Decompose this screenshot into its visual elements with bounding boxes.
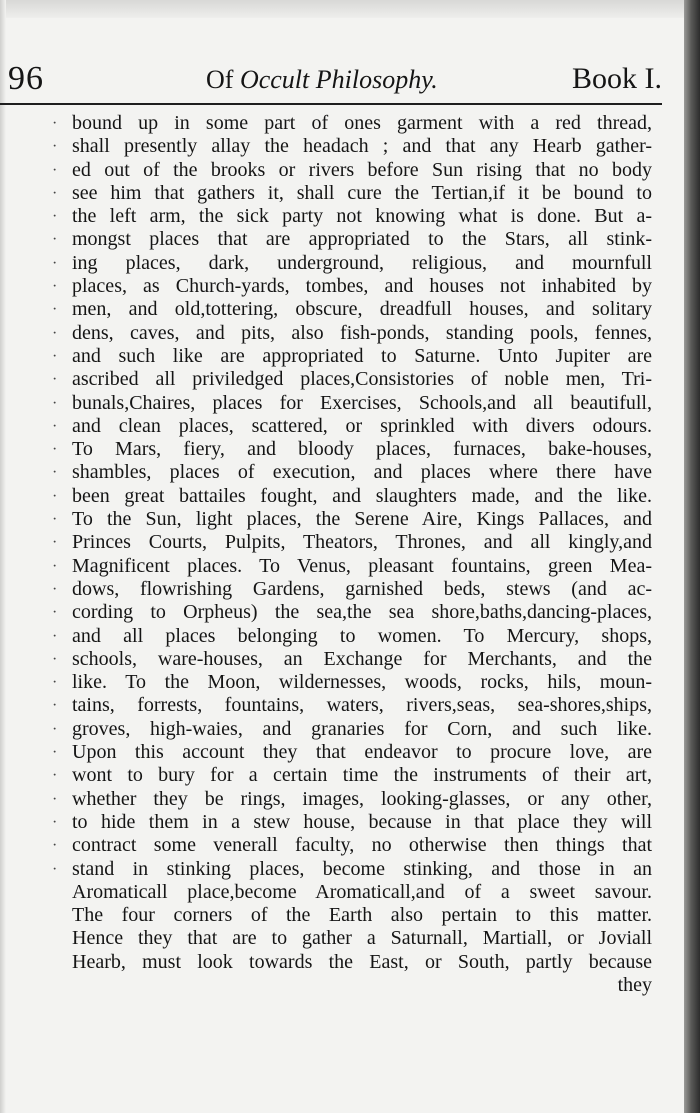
page-top-edge — [0, 0, 700, 18]
margin-dot: · — [52, 627, 58, 645]
margin-dot: · — [52, 301, 58, 319]
text-line: bunals,Chaires, places for Exercises, Schools,and all beautifull, — [72, 391, 652, 414]
text-line: To the Sun, light places, the Serene Aire, Kings Pallaces, and — [72, 508, 652, 531]
margin-dot: · — [52, 650, 58, 668]
running-title — [206, 58, 438, 102]
margin-dot: · — [52, 487, 58, 505]
page-left-edge — [0, 0, 6, 1113]
text-line: wont to bury for a certain time the instruments of their art, — [72, 764, 652, 787]
text-line: dows, flowrishing Gardens, garnished beds, stews (and ac- — [72, 577, 652, 600]
text-line: been great battailes fought, and slaughters made, and the like. — [72, 484, 652, 507]
margin-dot: · — [52, 231, 58, 249]
margin-dot: · — [52, 254, 58, 272]
margin-dot: · — [52, 161, 58, 179]
text-line: ascribed all priviledged places,Consistories of noble men, Tri- — [72, 368, 652, 391]
margin-dot: · — [52, 417, 58, 435]
margin-dot — [52, 951, 68, 974]
margin-dot: · — [52, 371, 58, 389]
margin-dot: · — [52, 557, 58, 575]
text-line: ing places, dark, underground, religious, and mournfull — [72, 251, 652, 274]
text-line: and such like are appropriated to Saturne. Unto Jupiter are — [72, 344, 652, 367]
text-line: men, and old,tottering, obscure, dreadfull houses, and solitary — [72, 298, 652, 321]
margin-dot: · — [52, 744, 58, 762]
margin-dot: · — [52, 720, 58, 738]
text-line: Upon this account they that endeavor to procure love, are — [72, 741, 652, 764]
margin-dot: · — [52, 837, 58, 855]
book-label: Book I. — [572, 62, 662, 95]
text-line: places, as Church-yards, tombes, and houses not inhabited by — [72, 275, 652, 298]
text-line: whether they be rings, images, looking-glasses, or any other, — [72, 787, 652, 810]
margin-marks — [52, 112, 68, 997]
text-line: and clean places, scattered, or sprinkled with divers odours. — [72, 414, 652, 437]
page-number: 96 — [8, 60, 44, 97]
text-line: To Mars, fiery, and bloody places, furnaces, bake-houses, — [72, 438, 652, 461]
margin-dot: · — [52, 184, 58, 202]
body-text — [72, 112, 652, 997]
text-line: dens, caves, and pits, also fish-ponds, standing pools, fennes, — [72, 321, 652, 344]
margin-dot: · — [52, 580, 58, 598]
margin-dot: · — [52, 208, 58, 226]
text-line: see him that gathers it, shall cure the Tertian,if it be bound to — [72, 181, 652, 204]
margin-dot: · — [52, 278, 58, 296]
text-line: mongst places that are appropriated to the Stars, all stink- — [72, 228, 652, 251]
text-line: to hide them in a stew house, because in that place they will — [72, 810, 652, 833]
margin-dot: · — [52, 138, 58, 156]
margin-dot: · — [52, 697, 58, 715]
text-line: cording to Orpheus) the sea,the sea shore,baths,dancing-places, — [72, 601, 652, 624]
margin-dot: · — [52, 394, 58, 412]
running-title-italic: Occult Philosophy. — [239, 65, 438, 94]
margin-dot: · — [52, 347, 58, 365]
margin-dot: · — [52, 790, 58, 808]
text-line: stand in stinking places, become stinking, and those in an — [72, 857, 652, 880]
text-line: tains, forrests, fountains, waters, rivers,seas, sea-shores,ships, — [72, 694, 652, 717]
running-head — [8, 56, 662, 102]
margin-dot — [52, 881, 68, 904]
running-title-prefix: Of — [206, 65, 240, 94]
margin-dot: · — [52, 324, 58, 342]
margin-dot: · — [52, 860, 58, 878]
text-line: they — [617, 973, 652, 996]
text-line: and all places belonging to women. To Mercury, shops, — [72, 624, 652, 647]
text-line: contract some venerall faculty, no otherwise then things that — [72, 834, 652, 857]
margin-dot: · — [52, 511, 58, 529]
margin-dot — [52, 974, 68, 997]
margin-dot: · — [52, 813, 58, 831]
text-line: bound up in some part of ones garment with a red thread, — [72, 112, 652, 134]
text-line: The four corners of the Earth also pertain to this matter. — [72, 904, 652, 927]
text-line: Princes Courts, Pulpits, Theators, Thrones, and all kingly,and — [72, 531, 652, 554]
margin-dot: · — [52, 604, 58, 622]
text-line: Aromaticall place,become Aromaticall,and of a sweet savour. — [72, 880, 652, 903]
margin-dot: · — [52, 767, 58, 785]
margin-dot: · — [52, 441, 58, 459]
text-line: schools, ware-houses, an Exchange for Merchants, and the — [72, 647, 652, 670]
margin-dot — [52, 927, 68, 950]
margin-dot: · — [52, 115, 58, 132]
page-binding-edge — [684, 0, 700, 1113]
margin-dot: · — [52, 464, 58, 482]
text-line: the left arm, the sick party not knowing what is done. But a- — [72, 205, 652, 228]
text-line: like. To the Moon, wildernesses, woods, rocks, hils, moun- — [72, 671, 652, 694]
text-line: Magnificent places. To Venus, pleasant fountains, green Mea- — [72, 554, 652, 577]
head-rule — [0, 103, 662, 105]
text-line: shall presently allay the headach ; and that any Hearb gather- — [72, 135, 652, 158]
margin-dot — [52, 904, 68, 927]
text-line: ed out of the brooks or rivers before Sun rising that no body — [72, 158, 652, 181]
text-line: Hearb, must look towards the East, or South, partly because — [72, 950, 652, 973]
text-line: Hence they that are to gather a Saturnall, Martiall, or Joviall — [72, 927, 652, 950]
margin-dot: · — [52, 534, 58, 552]
margin-dot: · — [52, 674, 58, 692]
text-line: shambles, places of execution, and places where there have — [72, 461, 652, 484]
text-line: groves, high-waies, and granaries for Corn, and such like. — [72, 717, 652, 740]
